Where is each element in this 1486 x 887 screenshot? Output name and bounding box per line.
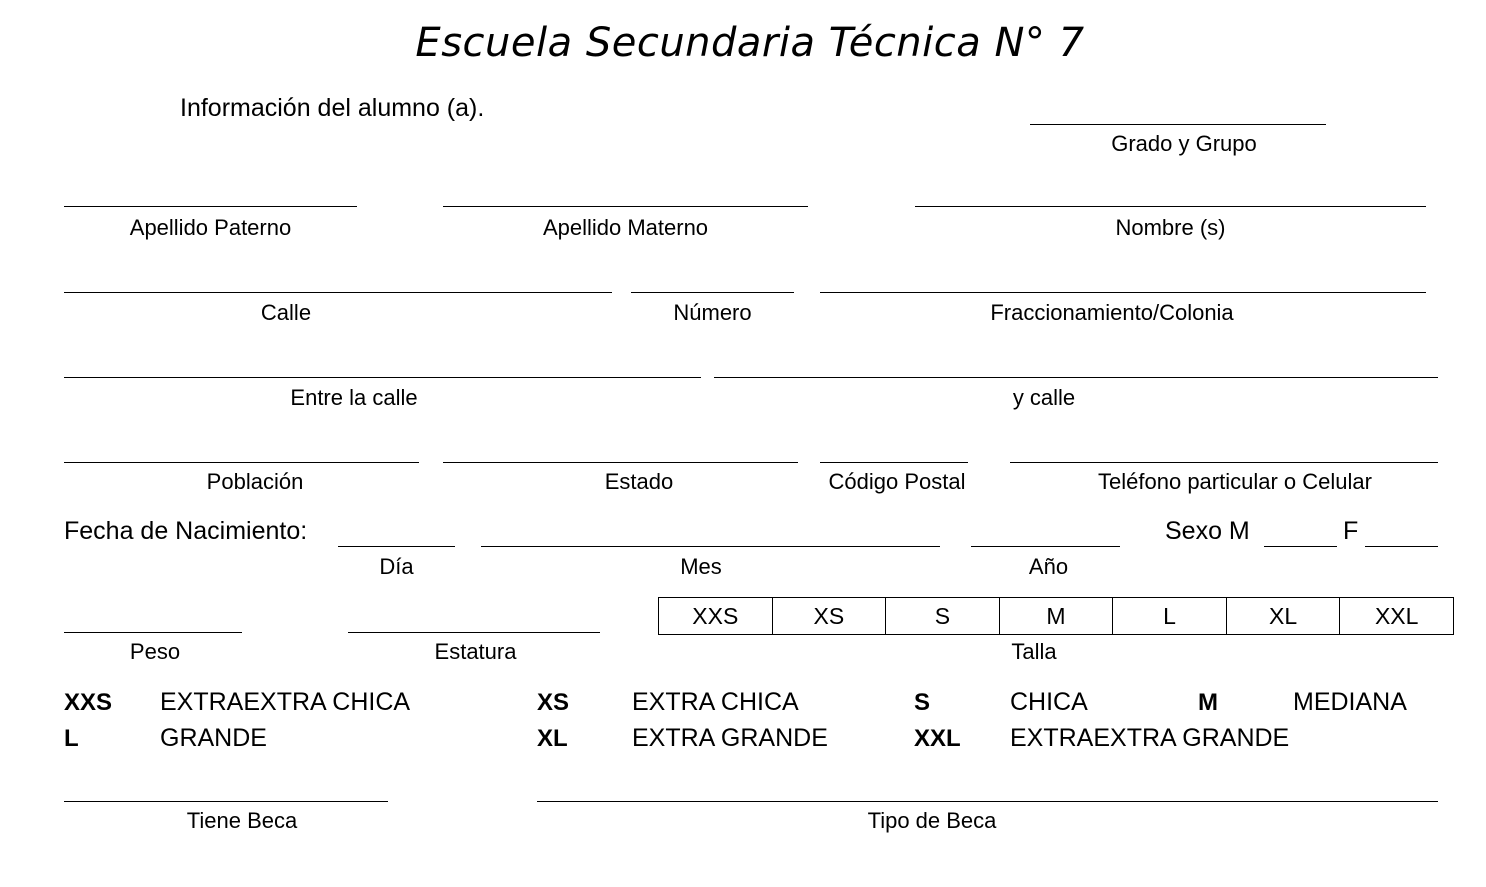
- sexo-f-field[interactable]: [1365, 546, 1438, 547]
- calle-label: Calle: [260, 300, 312, 325]
- size-option[interactable]: L: [1113, 598, 1227, 635]
- colonia-label: Fraccionamiento/Colonia: [990, 300, 1234, 325]
- legend-code: M: [1198, 689, 1218, 716]
- y-calle-label: y calle: [1012, 385, 1076, 410]
- apellido-materno-field[interactable]: [443, 206, 808, 207]
- peso-field[interactable]: [64, 632, 242, 633]
- codigo-postal-field[interactable]: [820, 462, 968, 463]
- tipo-beca-field[interactable]: [537, 801, 1438, 802]
- poblacion-field[interactable]: [64, 462, 419, 463]
- talla-label: Talla: [1011, 639, 1057, 664]
- dia-field[interactable]: [338, 546, 455, 547]
- legend-code: XXS: [64, 689, 113, 716]
- grado-grupo-label: Grado y Grupo: [1111, 131, 1257, 156]
- apellido-paterno-label: Apellido Paterno: [129, 215, 292, 240]
- estado-label: Estado: [604, 469, 674, 494]
- legend-desc: EXTRA CHICA: [632, 688, 799, 716]
- legend-desc: EXTRAEXTRA CHICA: [160, 688, 411, 716]
- anio-field[interactable]: [971, 546, 1120, 547]
- size-option[interactable]: S: [886, 598, 1000, 635]
- legend-code: XL: [537, 725, 568, 752]
- nombre-label: Nombre (s): [1115, 215, 1226, 240]
- tiene-beca-field[interactable]: [64, 801, 388, 802]
- numero-label: Número: [673, 300, 752, 325]
- legend-code: XXL: [914, 725, 961, 752]
- legend-desc: EXTRA GRANDE: [632, 724, 828, 752]
- size-option[interactable]: XL: [1226, 598, 1340, 635]
- poblacion-label: Población: [206, 469, 304, 494]
- entre-calle-label: Entre la calle: [290, 385, 418, 410]
- colonia-field[interactable]: [820, 292, 1426, 293]
- sexo-f-label: F: [1343, 517, 1359, 545]
- apellido-paterno-field[interactable]: [64, 206, 357, 207]
- anio-label: Año: [1028, 554, 1069, 579]
- size-option[interactable]: XS: [772, 598, 886, 635]
- estatura-label: Estatura: [434, 639, 517, 664]
- legend-desc: GRANDE: [160, 724, 267, 752]
- size-option[interactable]: XXS: [659, 598, 773, 635]
- dia-label: Día: [379, 554, 414, 579]
- entre-calle-field[interactable]: [64, 377, 701, 378]
- talla-size-table: [658, 597, 1454, 635]
- legend-desc: CHICA: [1010, 688, 1088, 716]
- calle-field[interactable]: [64, 292, 612, 293]
- estado-field[interactable]: [443, 462, 798, 463]
- legend-code: S: [914, 689, 931, 716]
- apellido-materno-label: Apellido Materno: [542, 215, 709, 240]
- codigo-postal-label: Código Postal: [828, 469, 966, 494]
- y-calle-field[interactable]: [714, 377, 1438, 378]
- legend-code: XS: [537, 689, 570, 716]
- tipo-beca-label: Tipo de Beca: [867, 808, 997, 833]
- section-subtitle: Información del alumno (a).: [180, 94, 485, 122]
- tiene-beca-label: Tiene Beca: [186, 808, 298, 833]
- legend-code: L: [64, 725, 79, 752]
- nombre-field[interactable]: [915, 206, 1426, 207]
- telefono-label: Teléfono particular o Celular: [1098, 469, 1372, 494]
- size-option[interactable]: XXL: [1340, 598, 1454, 635]
- size-option[interactable]: M: [999, 598, 1113, 635]
- legend-desc: MEDIANA: [1293, 688, 1407, 716]
- fecha-nacimiento-label: Fecha de Nacimiento:: [64, 517, 308, 545]
- peso-label: Peso: [129, 639, 181, 664]
- page-title: Escuela Secundaria Técnica N° 7: [415, 20, 1085, 66]
- mes-field[interactable]: [481, 546, 940, 547]
- mes-label: Mes: [680, 554, 722, 579]
- legend-desc: EXTRAEXTRA GRANDE: [1010, 724, 1290, 752]
- grado-grupo-field[interactable]: [1030, 124, 1326, 125]
- sexo-m-field[interactable]: [1264, 546, 1337, 547]
- numero-field[interactable]: [631, 292, 794, 293]
- sexo-label: Sexo M: [1165, 517, 1250, 545]
- estatura-field[interactable]: [348, 632, 600, 633]
- telefono-field[interactable]: [1010, 462, 1438, 463]
